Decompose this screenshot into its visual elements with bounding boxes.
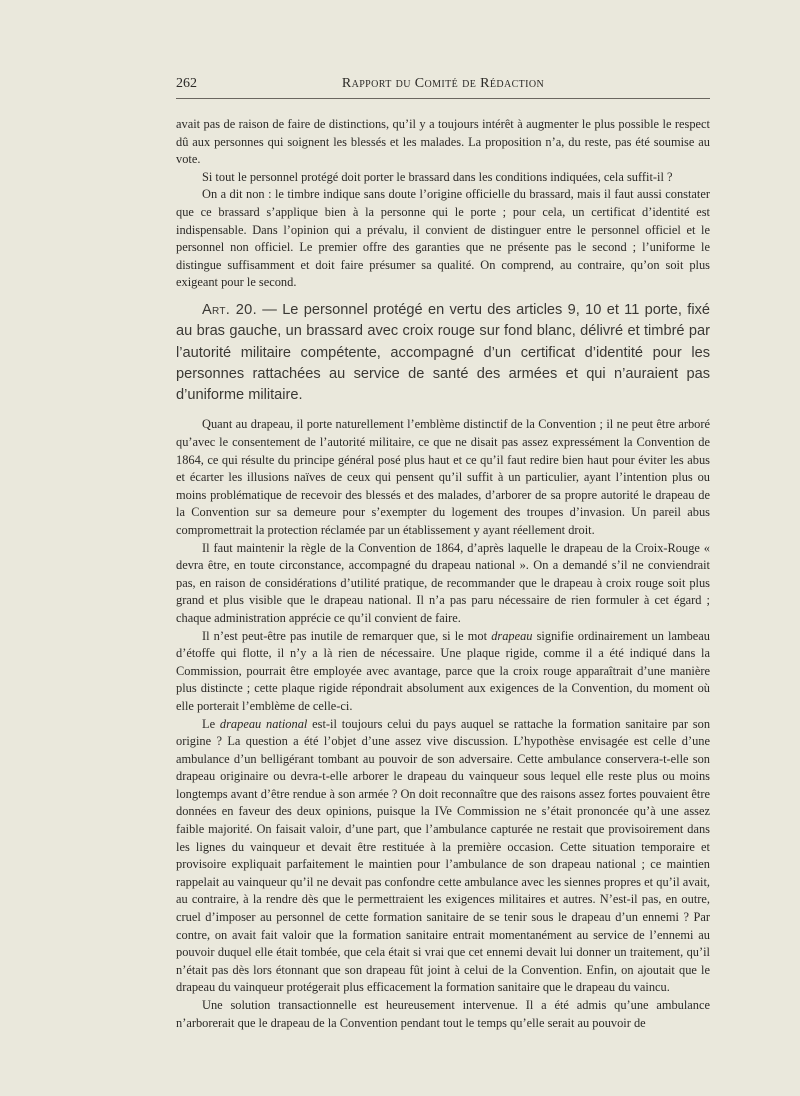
emphasis-drapeau: drapeau <box>491 628 533 643</box>
paragraph-flag-emblem: Quant au drapeau, il porte naturellement l’emblème distinctif de la Convention ; il ne peut être arboré qu’avec le consentement de l’autorité militaire, ce que ne disait pas assez expressément la Convention de 1864, ce qui résulte du principe général posé plus haut et ce qu’il faut redire bien haut pour éviter les abus et écarter les illusions naïves de ceux qui pensent qu’il suffit à un particulier, ayant l’intention plus ou moins problématique de recevoir des blessés et des malades, d’arborer de sa propre autorité le drapeau de la Convention sur sa demeure pour s’exempter du logement des troupes d’invasion. Un pareil abus compromettrait la protection réclamée par un établissement y ayant réellement droit. <box>176 417 710 537</box>
paragraph-solution: Une solution transactionnelle est heureusement intervenue. Il a été admis qu’une ambulance n’arborerait que le drapeau de la Convention pendant tout le temps qu’elle serait au pouvoir de <box>176 998 710 1030</box>
paragraph-convention-1864: Il faut maintenir la règle de la Convention de 1864, d’après laquelle le drapeau de la Croix-Rouge « devra être, en toute circonstance, accompagné du drapeau national ». On a demandé s’il ne conviendrait pas, en raison de considérations d’utilité pratique, de recommander que le drapeau à croix rouge soit plus grand et plus visible que le drapeau national. Il n’a pas paru nécessaire de rien formuler à cet égard ; chaque administration apprécie ce qu’il convient de faire. <box>176 540 710 625</box>
body-text <box>176 116 710 1032</box>
paragraph-national-flag <box>176 716 710 998</box>
article-label: Art. 20. <box>202 301 257 318</box>
text-segment: est-il toujours celui du pays auquel se rattache la formation sanitaire par son origine ? La question a été l’objet d’une assez vive discussion. L’hypothèse envisagée est celle d’une ambulance d’un belligérant tombant au pouvoir de son adversaire. Cette ambulance conservera-t-elle son drapeau originaire ou devra-t-elle arborer le drapeau du vainqueur sous lequel elle reste plus ou moins longtemps avant d’être rendue à son armée ? On doit reconnaître que des raisons assez fortes pouvaient être données en faveur des deux opinions, puisque la IVe Commission ne s’était prononcée qu’à une assez faible majorité. On faisait valoir, d’une part, que l’ambulance capturée ne restait que provisoirement dans les lignes du vainqueur et devait être restituée à la première occasion. Cette situation temporaire et provisoire expliquait parfaitement le maintien pour l’ambulance de son drapeau national ; ce maintien rappelait au vainqueur qu’il ne devait pas confondre cette ambulance avec les siennes propres et qu’il avait, au contraire, à la rendre dès que le permettraient les exigences militaires et autres. N’est-il pas, en outre, cruel d’imposer au personnel de cette formation sanitaire de se tenir sous le drapeau d’un ennemi ? Par contre, on avait fait valoir que la formation sanitaire entrait momentanément au service de l’ennemi au pouvoir duquel elle était tombée, que cela était si vrai que cet ennemi devait lui donner un traitement, qu’il n’était pas dès lors étonnant que son drapeau fût joint à celui de la Convention. Enfin, on ajoutait que le drapeau du vainqueur protégerait plus efficacement la formation sanitaire que le drapeau du vaincu. <box>176 716 711 995</box>
article-20 <box>176 300 710 406</box>
text-segment: Il n’est peut-être pas inutile de remarquer que, si le mot <box>202 628 492 643</box>
page-number: 262 <box>176 76 197 91</box>
paragraph-continuation: avait pas de raison de faire de distinctions, qu’il y a toujours intérêt à augmenter le plus possible le respect dû aux personnes qui soignent les blessés et les malades. La proposition n’a, du reste, pas été soumise au vote. <box>176 117 710 167</box>
paragraph-question: Si tout le personnel protégé doit porter le brassard dans les conditions indiquées, cela suffit-il ? <box>202 169 673 184</box>
running-title: Rapport du Comité de Rédaction <box>341 76 545 91</box>
text-segment: signifie ordinairement un lambeau d’étoffe qui flotte, il n’y a là rien de nécessaire. Une plaque rigide, comme il a été indiqué dans la Commission, pourrait être employée avec avantage, parce que la croix rouge apparaîtrait d’une manière plus distincte ; cette plaque rigide répondrait absolument aux exigences de la Convention, du moment où elle porterait l’emblème de celle-ci. <box>176 628 710 713</box>
article-text: — Le personnel protégé en vertu des articles 9, 10 et 11 porte, fixé au bras gauche, un brassard avec croix rouge sur fond blanc, délivré et timbré par l’autorité militaire compétente, accompagné d’un certificat d’identité pour les personnes rattachées au service de santé des armées et qui n’auraient pas d’uniforme militaire. <box>176 301 710 404</box>
page-header <box>176 76 710 99</box>
paragraph-certificate: On a dit non : le timbre indique sans doute l’origine officielle du brassard, mais il faut aussi constater que ce brassard s’applique bien à la personne qui le porte ; pour cela, un certificat d’identité est indispensable. Dans l’opinion qui a prévalu, il convient de distinguer entre le personnel officiel et le personnel non officiel. Le premier offre des garanties que ne présente pas le second ; l’uniforme le distingue suffisamment et doit faire présumer sa qualité. On comprend, au contraire, qu’on soit plus exigeant pour le second. <box>176 187 710 290</box>
paragraph-flag-word <box>176 628 710 716</box>
emphasis-drapeau-national: drapeau national <box>219 716 308 731</box>
text-segment: Le <box>202 716 220 731</box>
